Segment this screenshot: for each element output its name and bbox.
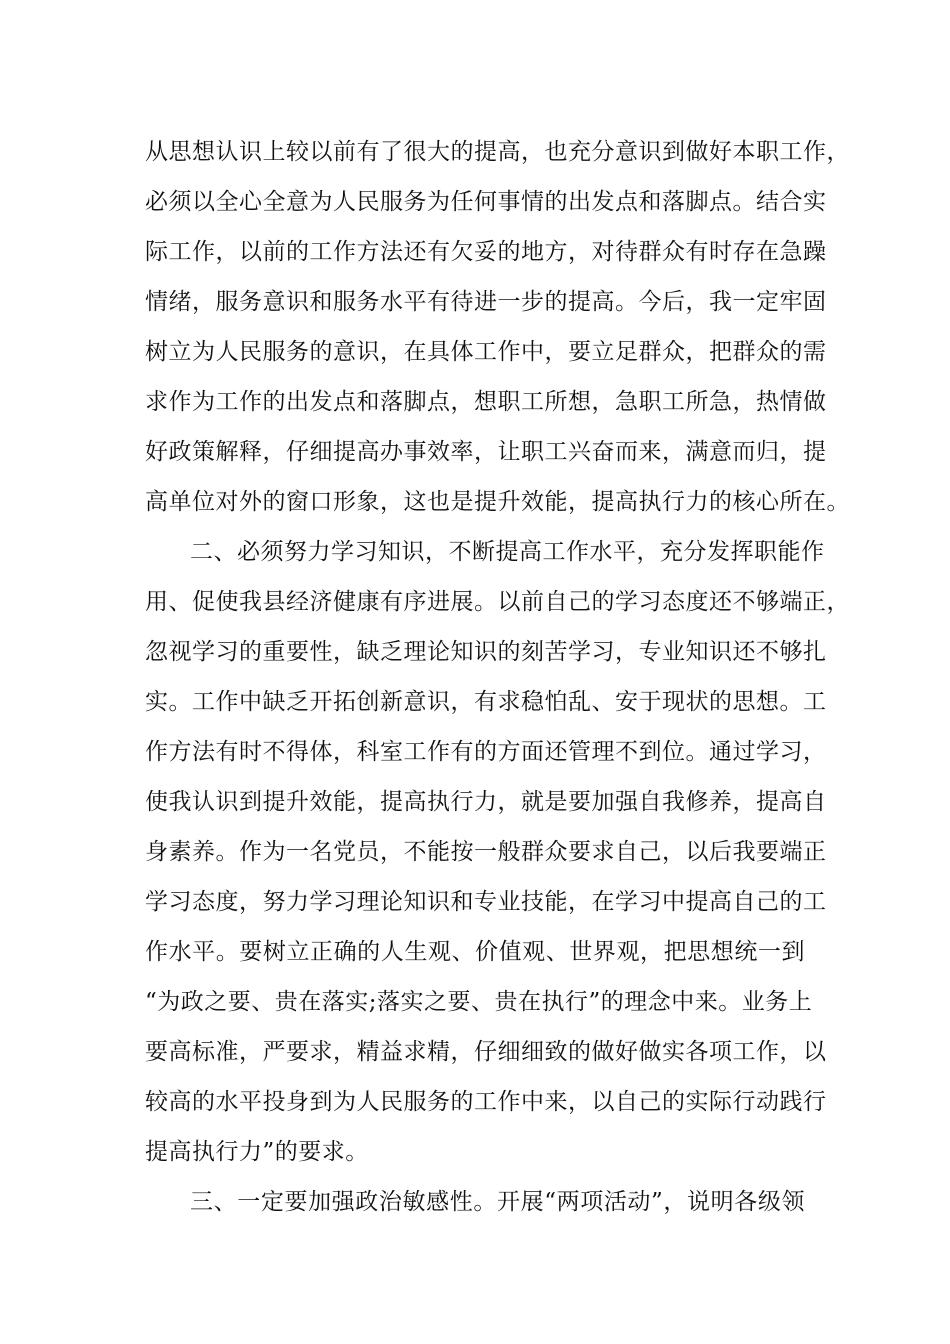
text-line: “为政之要、贵在落实;落实之要、贵在执行”的理念中来。业务上 [145, 989, 813, 1015]
text-line: 用、促使我县经济健康有序进展。以前自己的学习态度还不够端正， [145, 589, 850, 615]
text-line: 作方法有时不得体，科室工作有的方面还管理不到位。通过学习， [145, 739, 827, 765]
paragraph-heading-line: 二、必须努力学习知识，不断提高工作水平，充分发挥职能作 [190, 539, 825, 565]
text-line: 使我认识到提升效能，提高执行力，就是要加强自我修养，提高自 [145, 789, 827, 815]
text-line: 高单位对外的窗口形象，这也是提升效能，提高执行力的核心所在。 [145, 489, 850, 515]
text-line: 求作为工作的出发点和落脚点，想职工所想，急职工所急，热情做 [145, 389, 827, 415]
text-line: 学习态度，努力学习理论知识和专业技能，在学习中提高自己的工 [145, 889, 827, 915]
text-line: 必须以全心全意为人民服务为任何事情的出发点和落脚点。结合实 [145, 189, 827, 215]
paragraph-heading-line: 三、一定要加强政治敏感性。开展“两项活动”，说明各级领 [190, 1189, 805, 1215]
text-line: 树立为人民服务的意识，在具体工作中，要立足群众，把群众的需 [145, 339, 827, 365]
text-line: 从思想认识上较以前有了很大的提高，也充分意识到做好本职工作， [145, 139, 850, 165]
text-line: 较高的水平投身到为人民服务的工作中来，以自己的实际行动践行 [145, 1089, 827, 1115]
text-line: 忽视学习的重要性，缺乏理论知识的刻苦学习，专业知识还不够扎 [145, 639, 827, 665]
text-line: 实。工作中缺乏开拓创新意识，有求稳怕乱、安于现状的思想。工 [145, 689, 827, 715]
text-line: 情绪，服务意识和服务水平有待进一步的提高。今后，我一定牢固 [145, 289, 827, 315]
text-line: 要高标准，严要求，精益求精，仔细细致的做好做实各项工作，以 [145, 1039, 827, 1065]
text-line: 提高执行力”的要求。 [145, 1139, 369, 1165]
text-line: 好政策解释，仔细提高办事效率，让职工兴奋而来，满意而归，提 [145, 439, 827, 465]
text-line: 作水平。要树立正确的人生观、价值观、世界观，把思想统一到 [145, 939, 805, 965]
text-line: 身素养。作为一名党员，不能按一般群众要求自己，以后我要端正 [145, 839, 827, 865]
text-line: 际工作，以前的工作方法还有欠妥的地方，对待群众有时存在急躁 [145, 239, 827, 265]
